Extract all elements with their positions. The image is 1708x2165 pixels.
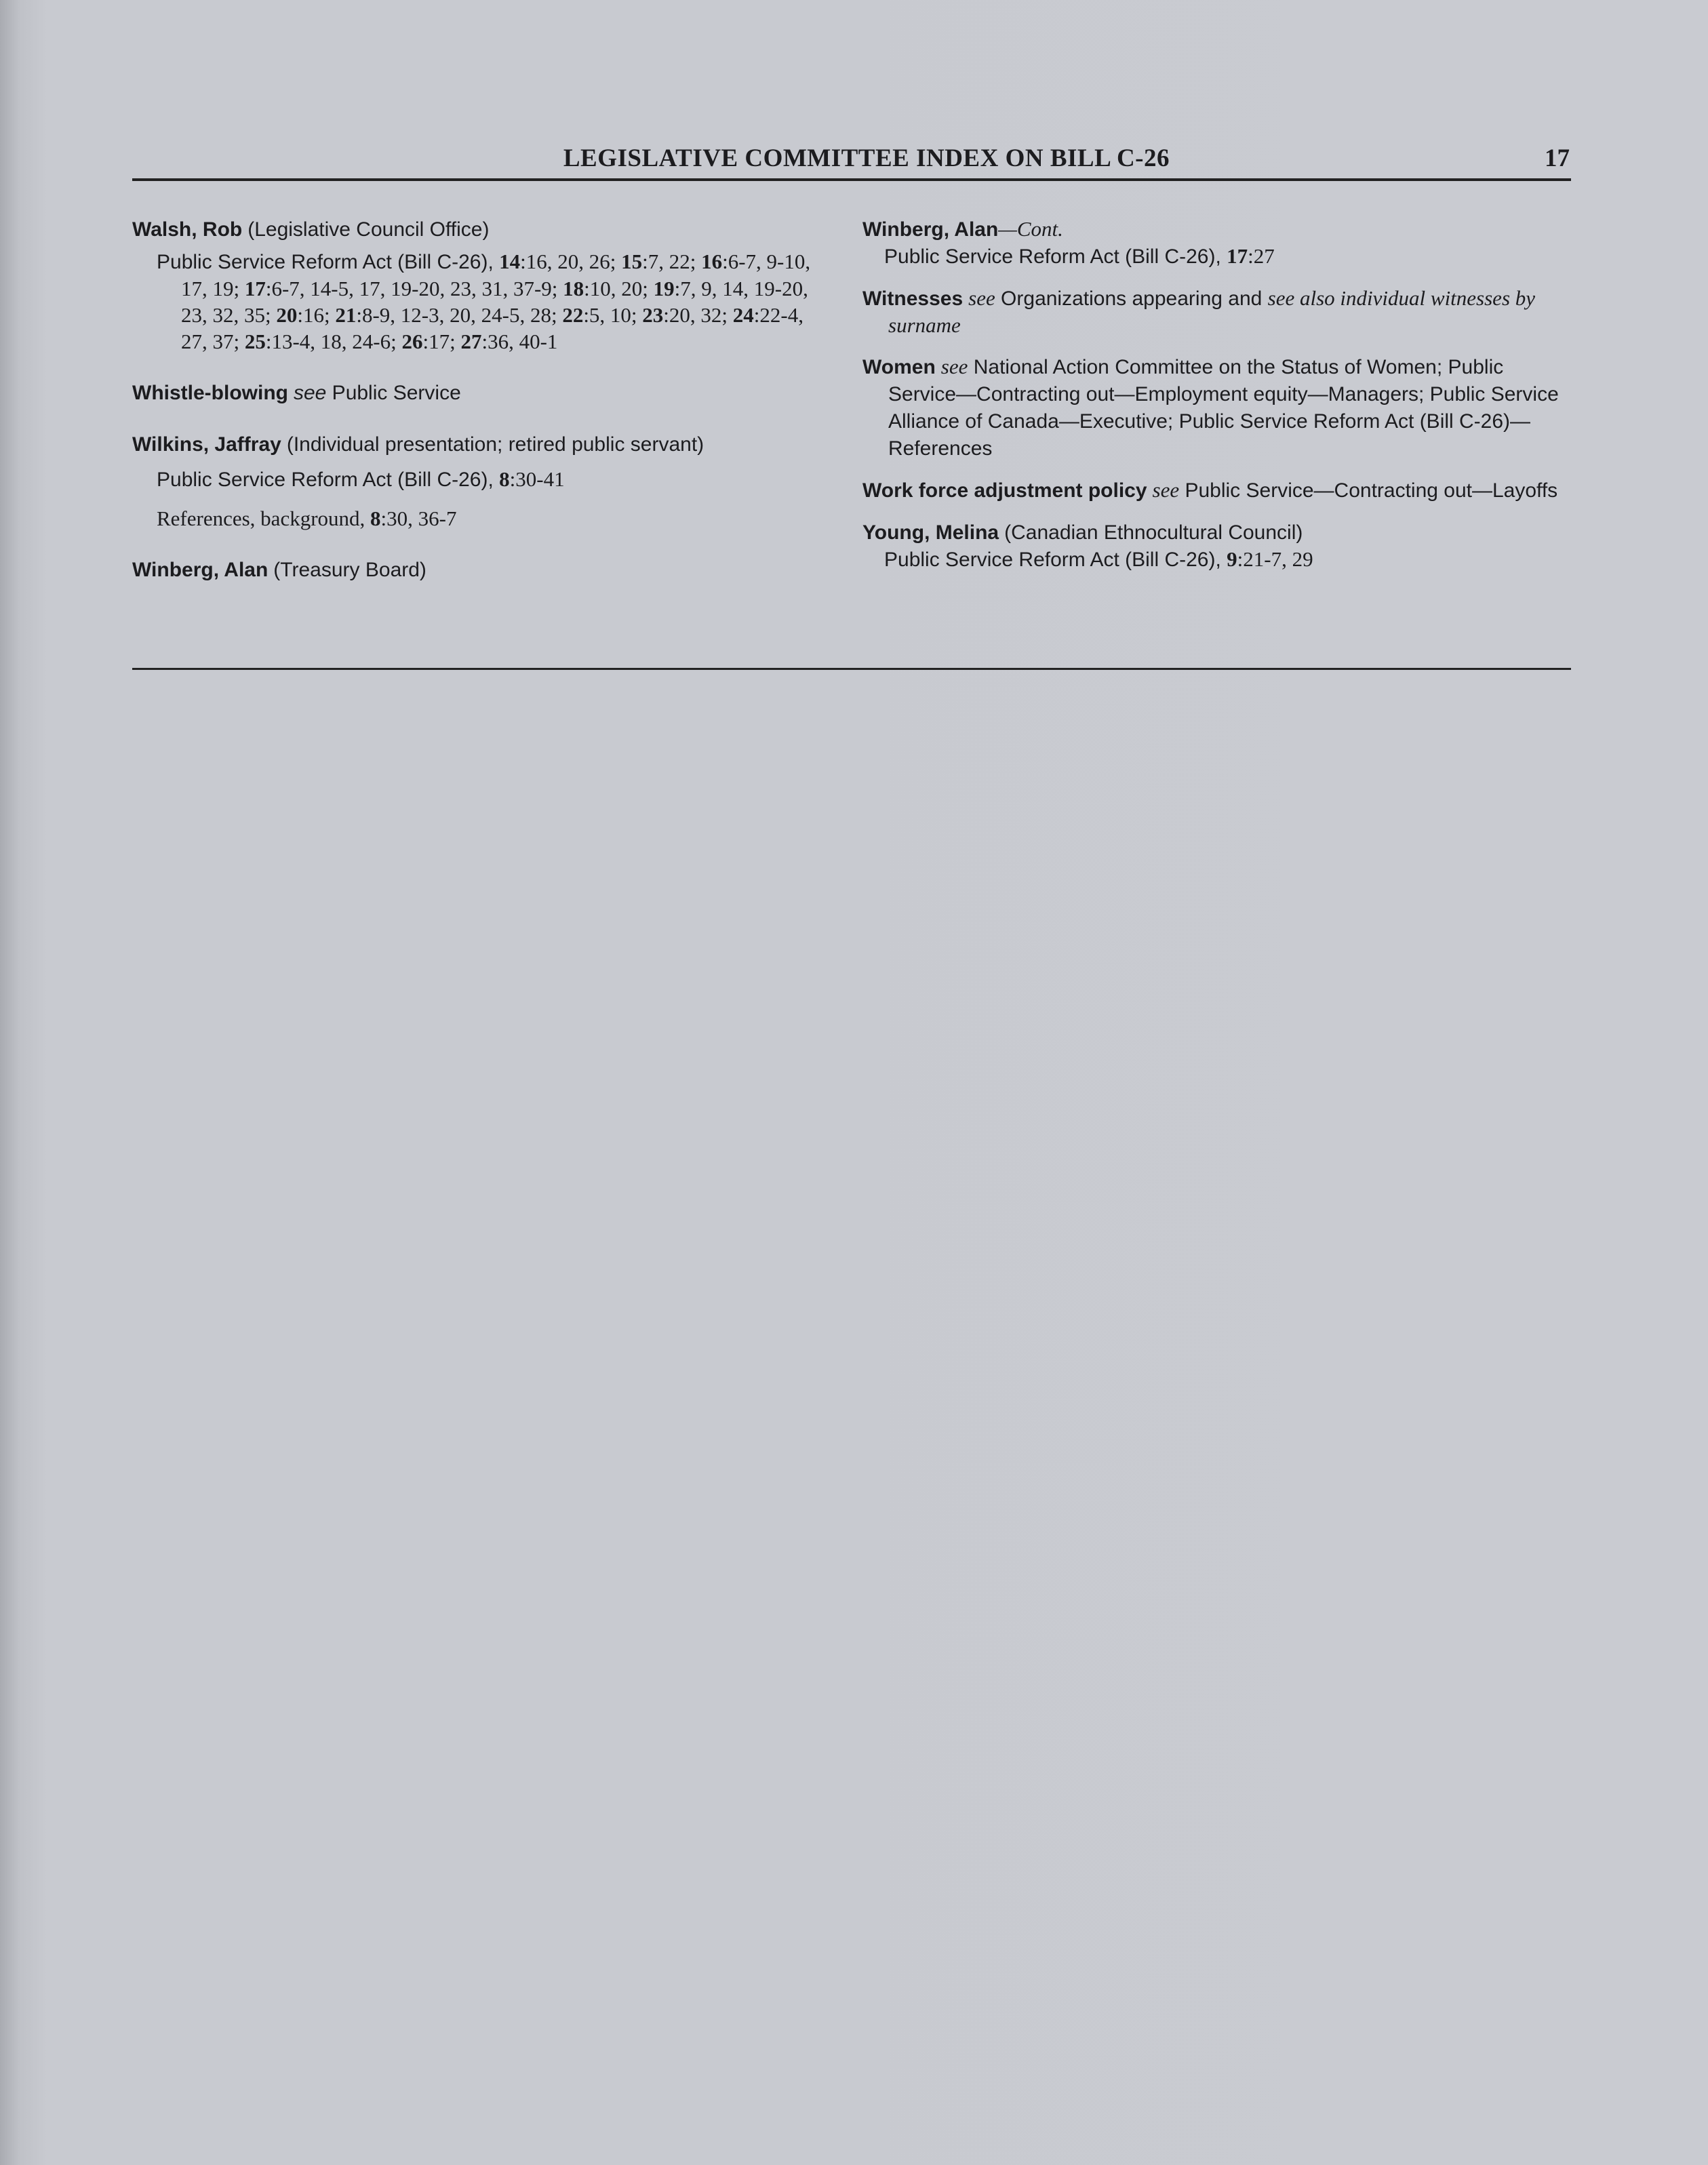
entry-subheading xyxy=(132,248,824,355)
entry-heading: Women xyxy=(862,356,936,378)
entry-affiliation: (Legislative Council Office) xyxy=(247,218,490,241)
page-number: 17 xyxy=(1545,144,1570,172)
page-range: :21-7, 29 xyxy=(1237,547,1313,571)
issue-number: 22 xyxy=(562,303,584,327)
subheading-label: Public Service Reform Act (Bill C-26), xyxy=(884,549,1227,571)
page-header xyxy=(132,144,1570,179)
page-range: :17; xyxy=(422,330,461,353)
header-rule xyxy=(132,178,1571,181)
cross-reference: National Action Committee on the Status of Women; Public Service—Contracting out—Employment equity—Managers; Public Service Alliance of Canada—Executive; Public Service Reform Act (Bill C-26)—References xyxy=(888,356,1559,460)
issue-number: 18 xyxy=(563,277,584,300)
issue-number: 25 xyxy=(244,330,266,353)
index-entry-walsh xyxy=(132,216,824,355)
issue-number: 8 xyxy=(370,507,381,530)
page-range: :30-41 xyxy=(509,467,565,491)
page-range: :6-7, 14-5, 17, 19-20, 23, 31, 37-9; xyxy=(265,277,563,300)
page-range: :27 xyxy=(1248,244,1275,268)
page-range: :36, 40-1 xyxy=(481,330,558,353)
entry-heading: Whistle-blowing xyxy=(132,382,288,404)
issue-number: 24 xyxy=(732,303,754,327)
entry-subheading xyxy=(862,243,1571,270)
subheading-label: Public Service Reform Act (Bill C-26), xyxy=(884,245,1227,268)
issue-number: 17 xyxy=(1227,244,1248,268)
entry-subheading xyxy=(132,505,824,532)
entry-subheading xyxy=(132,466,824,493)
issue-number: 14 xyxy=(499,250,521,273)
entry-subheading xyxy=(862,546,1571,573)
issue-number: 27 xyxy=(460,330,482,353)
entry-affiliation: (Canadian Ethnocultural Council) xyxy=(1004,521,1303,544)
see-label: see xyxy=(1152,478,1180,502)
entry-affiliation: (Treasury Board) xyxy=(273,559,426,581)
page-range: :20, 32; xyxy=(663,303,733,327)
issue-number: 19 xyxy=(653,277,675,300)
page-range: :7, 9, 14, 19-20, 23, 32, 35; xyxy=(181,277,808,327)
see-also-reference: see also individual witnesses by surname xyxy=(888,286,1536,337)
entry-heading: Witnesses xyxy=(862,287,964,310)
page-range: :16; xyxy=(297,303,336,327)
index-column-right xyxy=(862,216,1571,588)
entry-heading: Winberg, Alan xyxy=(862,218,999,241)
index-entry-witnesses xyxy=(862,285,1571,338)
entry-heading: Winberg, Alan xyxy=(132,559,269,581)
issue-number: 23 xyxy=(642,303,664,327)
issue-number: 9 xyxy=(1227,547,1237,571)
index-entry-women xyxy=(862,353,1571,462)
index-entry-winberg-cont xyxy=(862,216,1571,270)
entry-heading: Wilkins, Jaffray xyxy=(132,433,281,456)
entry-heading: Young, Melina xyxy=(862,521,999,544)
entry-affiliation: (Individual presentation; retired public servant) xyxy=(286,433,704,456)
issue-number: 17 xyxy=(244,277,266,300)
see-label: see xyxy=(293,382,327,404)
page-range: :8-9, 12-3, 20, 24-5, 28; xyxy=(356,303,563,327)
see-label: see xyxy=(968,286,995,310)
issue-number: 26 xyxy=(401,330,423,353)
subheading-label: Public Service Reform Act (Bill C-26), xyxy=(157,469,500,491)
subheading-label: Public Service Reform Act (Bill C-26), xyxy=(157,251,500,273)
page-range: :16, 20, 26; xyxy=(520,250,622,273)
running-title: LEGISLATIVE COMMITTEE INDEX ON BILL C-26 xyxy=(563,144,1170,172)
page-range: :5, 10; xyxy=(583,303,643,327)
entry-heading: Work force adjustment policy xyxy=(862,479,1147,502)
cross-reference: Public Service—Contracting out—Layoffs xyxy=(1179,479,1558,502)
index-column-left xyxy=(132,216,824,598)
index-entry-whistle-blowing xyxy=(132,379,824,406)
index-entry-work-force-adjustment xyxy=(862,477,1571,504)
issue-number: 20 xyxy=(276,303,298,327)
issue-number: 21 xyxy=(335,303,357,327)
subheading-label: References, background, xyxy=(157,507,371,530)
issue-number: 16 xyxy=(701,250,723,273)
page-range: :22-4, 27, 37; xyxy=(181,303,803,353)
page-range: :10, 20; xyxy=(584,277,654,300)
index-entry-young xyxy=(862,519,1571,573)
index-entry-winberg xyxy=(132,556,824,583)
page-range: :7, 22; xyxy=(642,250,702,273)
page-range: :6-7, 9-10, 17, 19; xyxy=(181,250,811,300)
cross-reference: Organizations appearing and xyxy=(995,287,1268,310)
cross-reference: Public Service xyxy=(326,382,461,404)
see-label: see xyxy=(940,355,968,378)
continued-label: —Cont. xyxy=(998,217,1063,241)
page-range: :13-4, 18, 24-6; xyxy=(265,330,402,353)
issue-number: 8 xyxy=(499,467,510,491)
footer-rule xyxy=(132,668,1571,670)
entry-heading: Walsh, Rob xyxy=(132,218,243,241)
index-entry-wilkins xyxy=(132,431,824,532)
issue-number: 15 xyxy=(621,250,643,273)
page-range: :30, 36-7 xyxy=(380,507,457,530)
